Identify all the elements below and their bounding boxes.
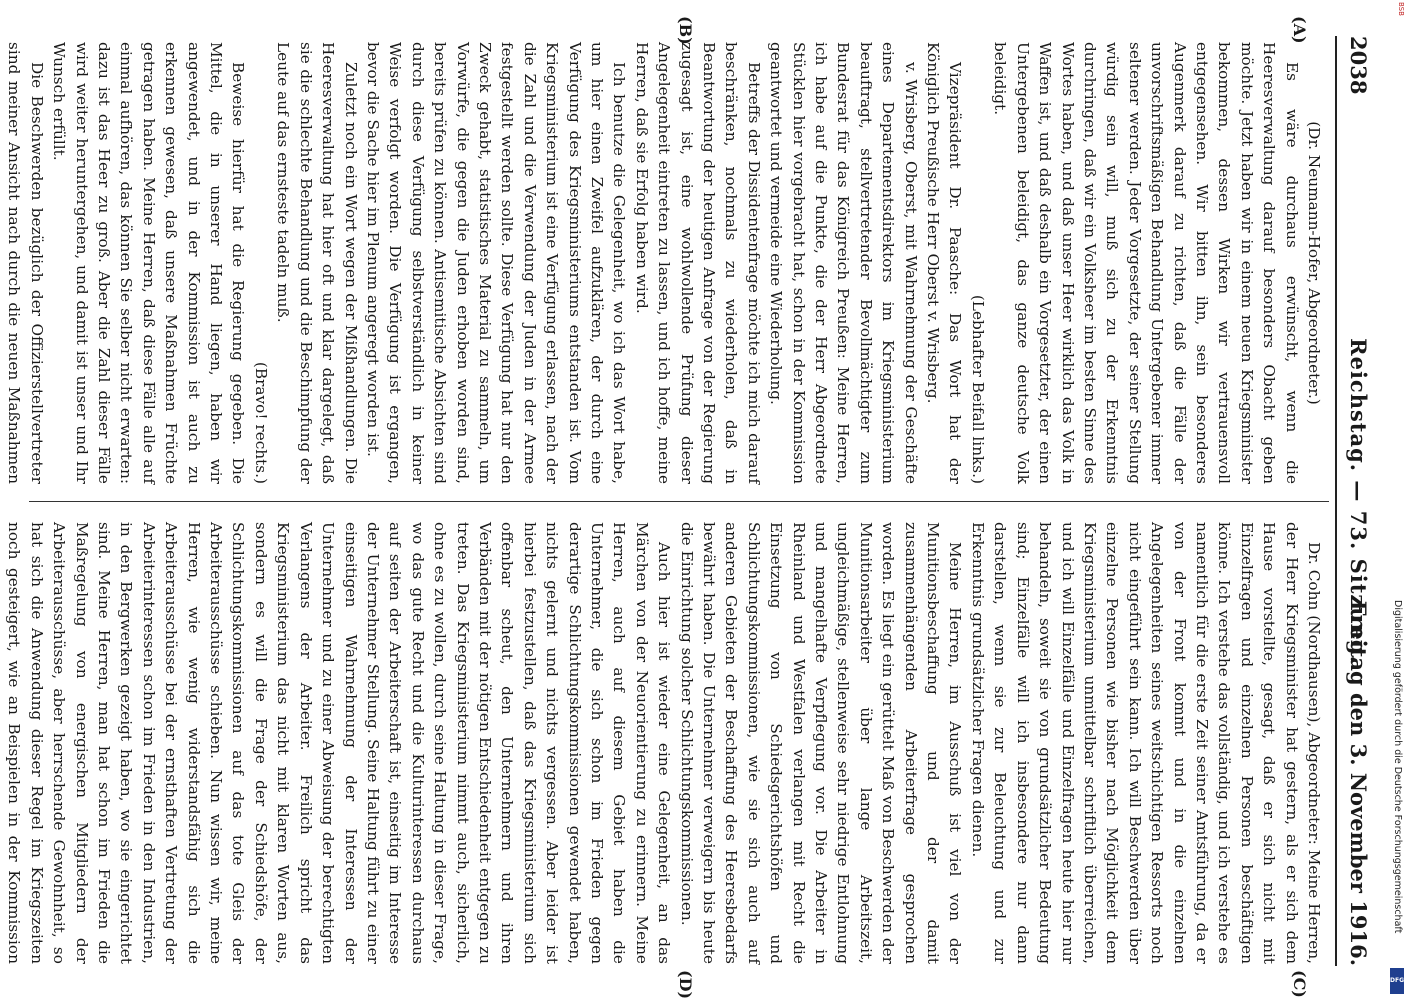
dfg-logo: DFG <box>1390 968 1404 994</box>
paragraph: Vizepräsident Dr. Paasche: Das Wort hat der Königlich Preußische Herr Oberst v. Wrisberg. <box>924 42 965 484</box>
right-column <box>5 522 1325 964</box>
paragraph: Zuletzt noch ein Wort wegen der Mißhandlungen. Die Heeresverwaltung hat hier oft und klar dargelegt, daß sie die schlechte Behandlung und die Beschimpfung der Leute auf das ernsteste tadeln muß. <box>274 42 360 484</box>
left-column <box>5 42 1325 484</box>
paragraph: Es wäre durchaus erwünscht, wenn die Heeresverwaltung darauf besonders Obacht geben möchte. Jetzt haben wir in einem neuen Kriegsminister bekommen, dessen Wirken wir vertrauensvoll entgegensehen. Wir bitten ihn, sein besonderes Augenmerk darauf zu richten, daß die Fälle der unvorschriftsmäßigen Behandlung Untergebener immer seltener werden. Jeder Vorgesetzte, der seiner Stellung würdig sein will, muß sich zu der Erkenntnis durchringen, daß wir ein Volksheer im besten Sinne des Wortes haben, und daß unser Heer wirklich das Volk in Waffen ist, und daß deshalb ein Vorgesetzter, der einen Untergebenen beleidigt, das ganze deutsche Volk beleidigt. <box>991 42 1301 484</box>
interjection: (Bravo! rechts.) <box>251 361 270 484</box>
paragraph: Die Beschwerden bezüglich der Offizierstellvertreter sind meiner Ansicht nach durch die neuen Maßnahmen <box>5 42 46 484</box>
speaker-note: (Dr. Neumann-Hofer, Abgeordneter.) <box>1305 121 1323 405</box>
margin-mark-b: (B) <box>676 16 695 45</box>
page-header <box>1335 36 1377 966</box>
side-strip <box>1389 0 1405 1000</box>
session-date: Freitag den 3. November 1916. <box>1346 600 1371 966</box>
margin-mark-a: (A) <box>1290 16 1309 44</box>
paragraph: Beweise hierfür hat die Regierung gegeben. Die Mittel, die in unserer Hand liegen, haben wir angewendet, und in der Kommission ist auch zu erkennen gewesen, daß unsere Maßnahmen Früchte getragen haben. Meine Herren, daß diese Fälle alle auf einmal aufhören, das können Sie selber nicht erwarten: dazu ist das Heer zu groß. Aber die Zahl dieser Fälle wird weiter heruntergehen, und damit ist unser und Ihr Wunsch erfüllt. <box>50 42 248 484</box>
paragraph: Ich benutze die Gelegenheit, wo ich das Wort habe, um hier einen Zweifel aufzuklären, der durch eine Verfügung des Kriegsministeriums entstanden ist. Vom Kriegsministerium ist eine Verfügung erlassen, nach der die Zahl und die Verwendung der Juden in der Armee festgestellt werden sollte. Diese Verfügung hat nur den Zweck gehabt, statistisches Material zu sammeln, um Vorwürfe, die gegen die Juden erhoben worden sind, bereits prüfen zu können. Antisemitische Absichten sind durch diese Verfügung selbstverständlich in keiner Weise verfolgt worden. Die Verfügung ist ergangen, bevor die Sache hier im Plenum angeregt worden ist. <box>363 42 629 484</box>
paragraph: v. Wrisberg, Oberst, mit Wahrnehmung der Geschäfte eines Departementsdirektors im Kriegsministerium beauftragt, stellvertretender Bevollmächtigter zum Bundesrat für das Königreich Preußen: Meine Herren, ich habe auf die Punkte, die der Herr Abgeordnete Stücklen hier vorgebracht hat, schon in der Kommission geantwortet und vermeide eine Wiederholung. <box>767 42 920 484</box>
credit-text: Digitalisierung gefördert durch die Deutsche Forschungsgemeinschaft <box>1392 600 1403 934</box>
interjection: (Lebhafter Beifall links.) <box>968 294 987 484</box>
paragraph: Betreffs der Dissidentenfrage möchte ich mich darauf beschränken, nochmals zu wiederholen, daß in Beantwortung der heutigen Anfrage von der Regierung zugesagt ist, eine wohlwollende Prüfung dieser Angelegenheit eintreten zu lassen, und ich hoffe, meine Herren, daß sie Erfolg haben wird. <box>632 42 763 484</box>
page-title: Reichstag. — 73. Sitzung. <box>1346 338 1371 664</box>
paragraph: Auch hier ist wieder eine Gelegenheit, an das Märchen von der Neuorientierung zu erinnern. Meine Herren, auch auf diesem Gebiet haben die Unternehmer, die sich schon im Frieden gegen derartige Schlichtungskommissionen gewendet haben, nichts gelernt und nichts vergessen. Aber leider ist hierbei festzustellen, daß das Kriegsministerium sich offenbar scheut, den Unternehmern und ihren Verbänden mit der nötigen Entschiedenheit entgegen zu treten. Das Kriegsministerium nimmt auch, sicherlich, ohne es zu wollen, durch seine Haltung in dieser Frage, wo das gute Recht und die Kulturinteressen durchaus auf seiten der Arbeiterschaft ist, einseitig im Interesse der Unternehmer Stellung. Seine Haltung führt zu einer einseitigen Wahrnehmung der Interessen der Unternehmer und zu einer Abweisung der berechtigten Verlangens der Arbeiter. Freilich spricht das Kriegsministerium das nicht mit klaren Worten aus, sondern es will die Frage der Schiedshöfe, der Schlichtungskommissionen auf das tote Gleis der Arbeiterausschüsse schieben. Nun wissen wir, meine Herren, wie wenig widerstandsfähig sich die Arbeiterausschüsse bei der ernsthaften Vertretung der Arbeiterinteressen schon im Frieden in den Industrien, in den Bergwerken gezeigt haben, wo sie eingerichtet sind. Meine Herren, man hat schon im Frieden die Maßregelung von energischen Mitgliedern der Arbeiterausschüsse, aber herrschende Gewohnheit, so hat sich die Anwendung dieser Regel im Kriegszeiten noch gesteigert, wie an Beispielen in der Kommission <box>5 522 674 964</box>
paragraph: Meine Herren, im Ausschuß ist viel von der Munitionsbeschaffung und der damit zusammenhängenden Arbeiterfrage gesprochen worden. Es liegt ein gerüttelt Maß von Beschwerden der Munitionsarbeiter über lange Arbeitszeit, ungleichmäßige, stellenweise sehr niedrige Entlohnung und mangelhafte Verpflegung vor. Die Arbeiter in Rheinland und Westfalen verlangen mit Recht die Einsetzung von Schiedsgerichtshöfen und Schlichtungskommissionen, wie sie sich auch auf anderen Gebieten der Beschaffung des Heeresbedarfs bewährt haben. Die Unternehmer verweigern bis heute die Einrichtung solcher Schlichtungskommissionen. <box>677 522 965 964</box>
scanned-page-area <box>5 12 1395 1000</box>
margin-mark-c: (C) <box>1290 970 1309 998</box>
column-divider <box>29 501 1329 502</box>
library-mark: BSB <box>1397 2 1405 16</box>
page <box>5 12 1395 1000</box>
page-number: 2038 <box>1346 36 1371 95</box>
margin-mark-d: (D) <box>676 970 695 1000</box>
paragraph: Dr. Cohn (Nordhausen), Abgeordneter: Meine Herren, der Herr Kriegsminister hat gestern, als er sich dem Hause vorstellte, gesagt, daß er sich nicht mit Einzelfragen und einzelnen Personen beschäftigen könne. Ich verstehe das vollständig, und ich verstehe es namentlich für die erste Zeit seiner Amtsführung, da er von der Front kommt und in die einzelnen Angelegenheiten seines weitschichtigen Ressorts noch nicht eingeführt sein kann. Ich will Beschwerden über einzelne Personen wie bisher nach Möglichkeit dem Kriegsministerium unmittelbar schriftlich überreichen, und ich will Einzelfälle und Einzelfragen heute hier nur behandeln, soweit sie von grundsätzlicher Bedeutung sind; Einzelfälle will ich insbesondere nur dann darstellen, wenn sie zur Beleuchtung und zur Erkenntnis grundsätzlicher Fragen dienen. <box>968 522 1323 964</box>
